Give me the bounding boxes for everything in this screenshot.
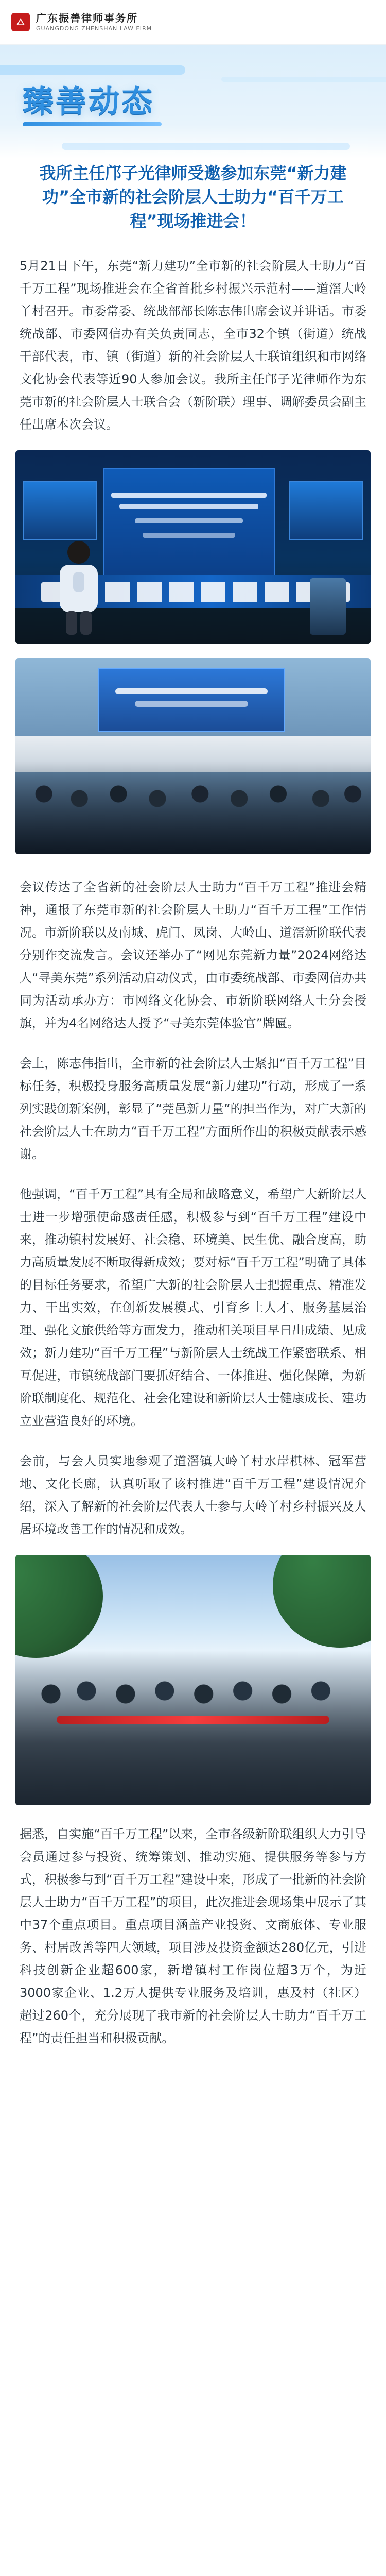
brand-name-cn: 广东振善律师事务所 (36, 11, 138, 24)
paragraph-6: 据悉，自实施“百千万工程”以来，全市各级新阶联组织大力引导会员通过参与投资、统筹策划、推动实施、提供服务等参与方式，积极参与到“百千万工程”建设中来，形成了一批新的社会阶层人士助力“百千万工程”的项目，此次推进会现场集中展示了其中37个重点项目。重点项目涵盖产业投资、文商旅体、专业服务、村居改善等四大领域，项目涉及投资金额达280亿元，引进科技创新企业超600家，新增镇村工作岗位超3万个，为近3000家企业、1.2万人提供专业服务及培训，惠及村（社区）超过260个，充分展现了我市新的社会阶层人士助力“百千万工程”的责任担当和积极贡献。 (20, 1827, 366, 2046)
decorative-streak (62, 143, 350, 150)
spacer (0, 1805, 386, 1823)
spacer (0, 854, 386, 876)
logo-icon (14, 16, 27, 28)
stage-screen (103, 468, 275, 578)
law-firm-logo (11, 13, 30, 31)
decorative-streak (221, 77, 386, 82)
decorative-streak (0, 65, 185, 75)
podium (310, 578, 346, 635)
audience-and-stage-people (15, 761, 371, 854)
speaker-figure (48, 529, 109, 637)
spacer (0, 2049, 386, 2063)
hero-title: 臻善动态 (23, 83, 154, 120)
stage-screen (98, 668, 285, 732)
spacer (0, 1432, 386, 1450)
brand-text (36, 12, 152, 32)
brand-name-en: GUANGDONG ZHENSHAN LAW FIRM (36, 25, 152, 32)
paragraph-2: 会议传达了全省新的社会阶层人士助力“百千万工程”推进会精神，通报了东莞市新的社会阶层人士助力“百千万工程”工作情况。市新阶联以及南城、虎门、凤岗、大岭山、道滘新阶联代表分别作交流发言。会议还举办了“网见东莞新力量”2024网络达人“寻美东莞”系列活动启动仪式，由市委统战部、市委网信办共同为活动承办方：市网络文化协会、市新阶联网络人士分会授旗，并为4名网络达人授予“寻美东莞体验官”牌匾。 (20, 880, 366, 1031)
crowd (15, 1651, 371, 1805)
red-ribbon (57, 1716, 329, 1724)
paragraph-4: 他强调，“百千万工程”具有全局和战略意义，希望广大新阶层人士进一步增强使命感责任感，积极参与到“百千万工程”建设中来，推动镇村发展好、社会稳、环境美、民生优、融合度高，助力高质量发展不断取得新成效；要对标“百千万工程”明确了具体的目标任务要求，希望广大新的社会阶层人士把握重点、精准发力、干出实效，在创新发展模式、引育乡土人才、服务基层治理、强化文旅供给等方面发力，推动相关项目早日出成绩、见成效；新力建功“百千万工程”与新阶层人士统战工作紧密联系、相互促进，市镇统战部门要抓好结合、一体推进、强化保障，为新阶联制度化、规范化、社会化建设和新阶层人士健康成长、建功立业营造良好的环境。 (20, 1187, 366, 1429)
side-screen (289, 481, 363, 540)
photo-group-on-stage (15, 658, 371, 854)
tree-left (15, 1555, 103, 1658)
hero-banner (0, 45, 386, 158)
photo-outdoor-visit (15, 1555, 371, 1805)
photo-meeting-stage (15, 450, 371, 644)
paragraph-1: 5月21日下午，东莞“新力建功”全市新的社会阶层人士助力“百千万工程”现场推进会在全省首批乡村振兴示范村——道滘大岭丫村召开。市委常委、统战部部长陈志伟出席会议并讲话。市委统战部、市委网信办有关负责同志，全市32个镇（街道）统战干部代表，市、镇（街道）新的社会阶层人士联谊组织和市网络文化协会代表等近90人参加会议。我所主任邝子光律师作为东莞市新的社会阶层人士联合会（新阶联）理事、调解委员会副主任出席本次会议。 (20, 259, 366, 432)
hero-title-underline (23, 122, 162, 126)
article-headline: 我所主任邝子光律师受邀参加东莞“新力建功”全市新的社会阶层人士助力“百千万工程”现场推进会！ (39, 163, 347, 231)
top-header (0, 0, 386, 45)
spacer (0, 1165, 386, 1183)
paragraph-3: 会上，陈志伟指出，全市新的社会阶层人士紧扣“百千万工程”目标任务，积极投身服务高质量发展“新力建功”行动，形成了一系列实践创新案例，彰显了“莞邑新力量”的担当作为，对广大新的社会阶层人士在助力“百千万工程”方面所作出的积极贡献表示感谢。 (20, 1056, 366, 1162)
tree-right (273, 1555, 371, 1648)
spacer (0, 1035, 386, 1052)
paragraph-5: 会前，与会人员实地参观了道滘镇大岭丫村水岸棋林、冠军营地、文化长廊，认真听取了该村推进“百千万工程”建设情况介绍，深入了解新的社会阶层代表人士参与大岭丫村乡村振兴及人居环境改善工作的情况和成效。 (20, 1454, 366, 1537)
